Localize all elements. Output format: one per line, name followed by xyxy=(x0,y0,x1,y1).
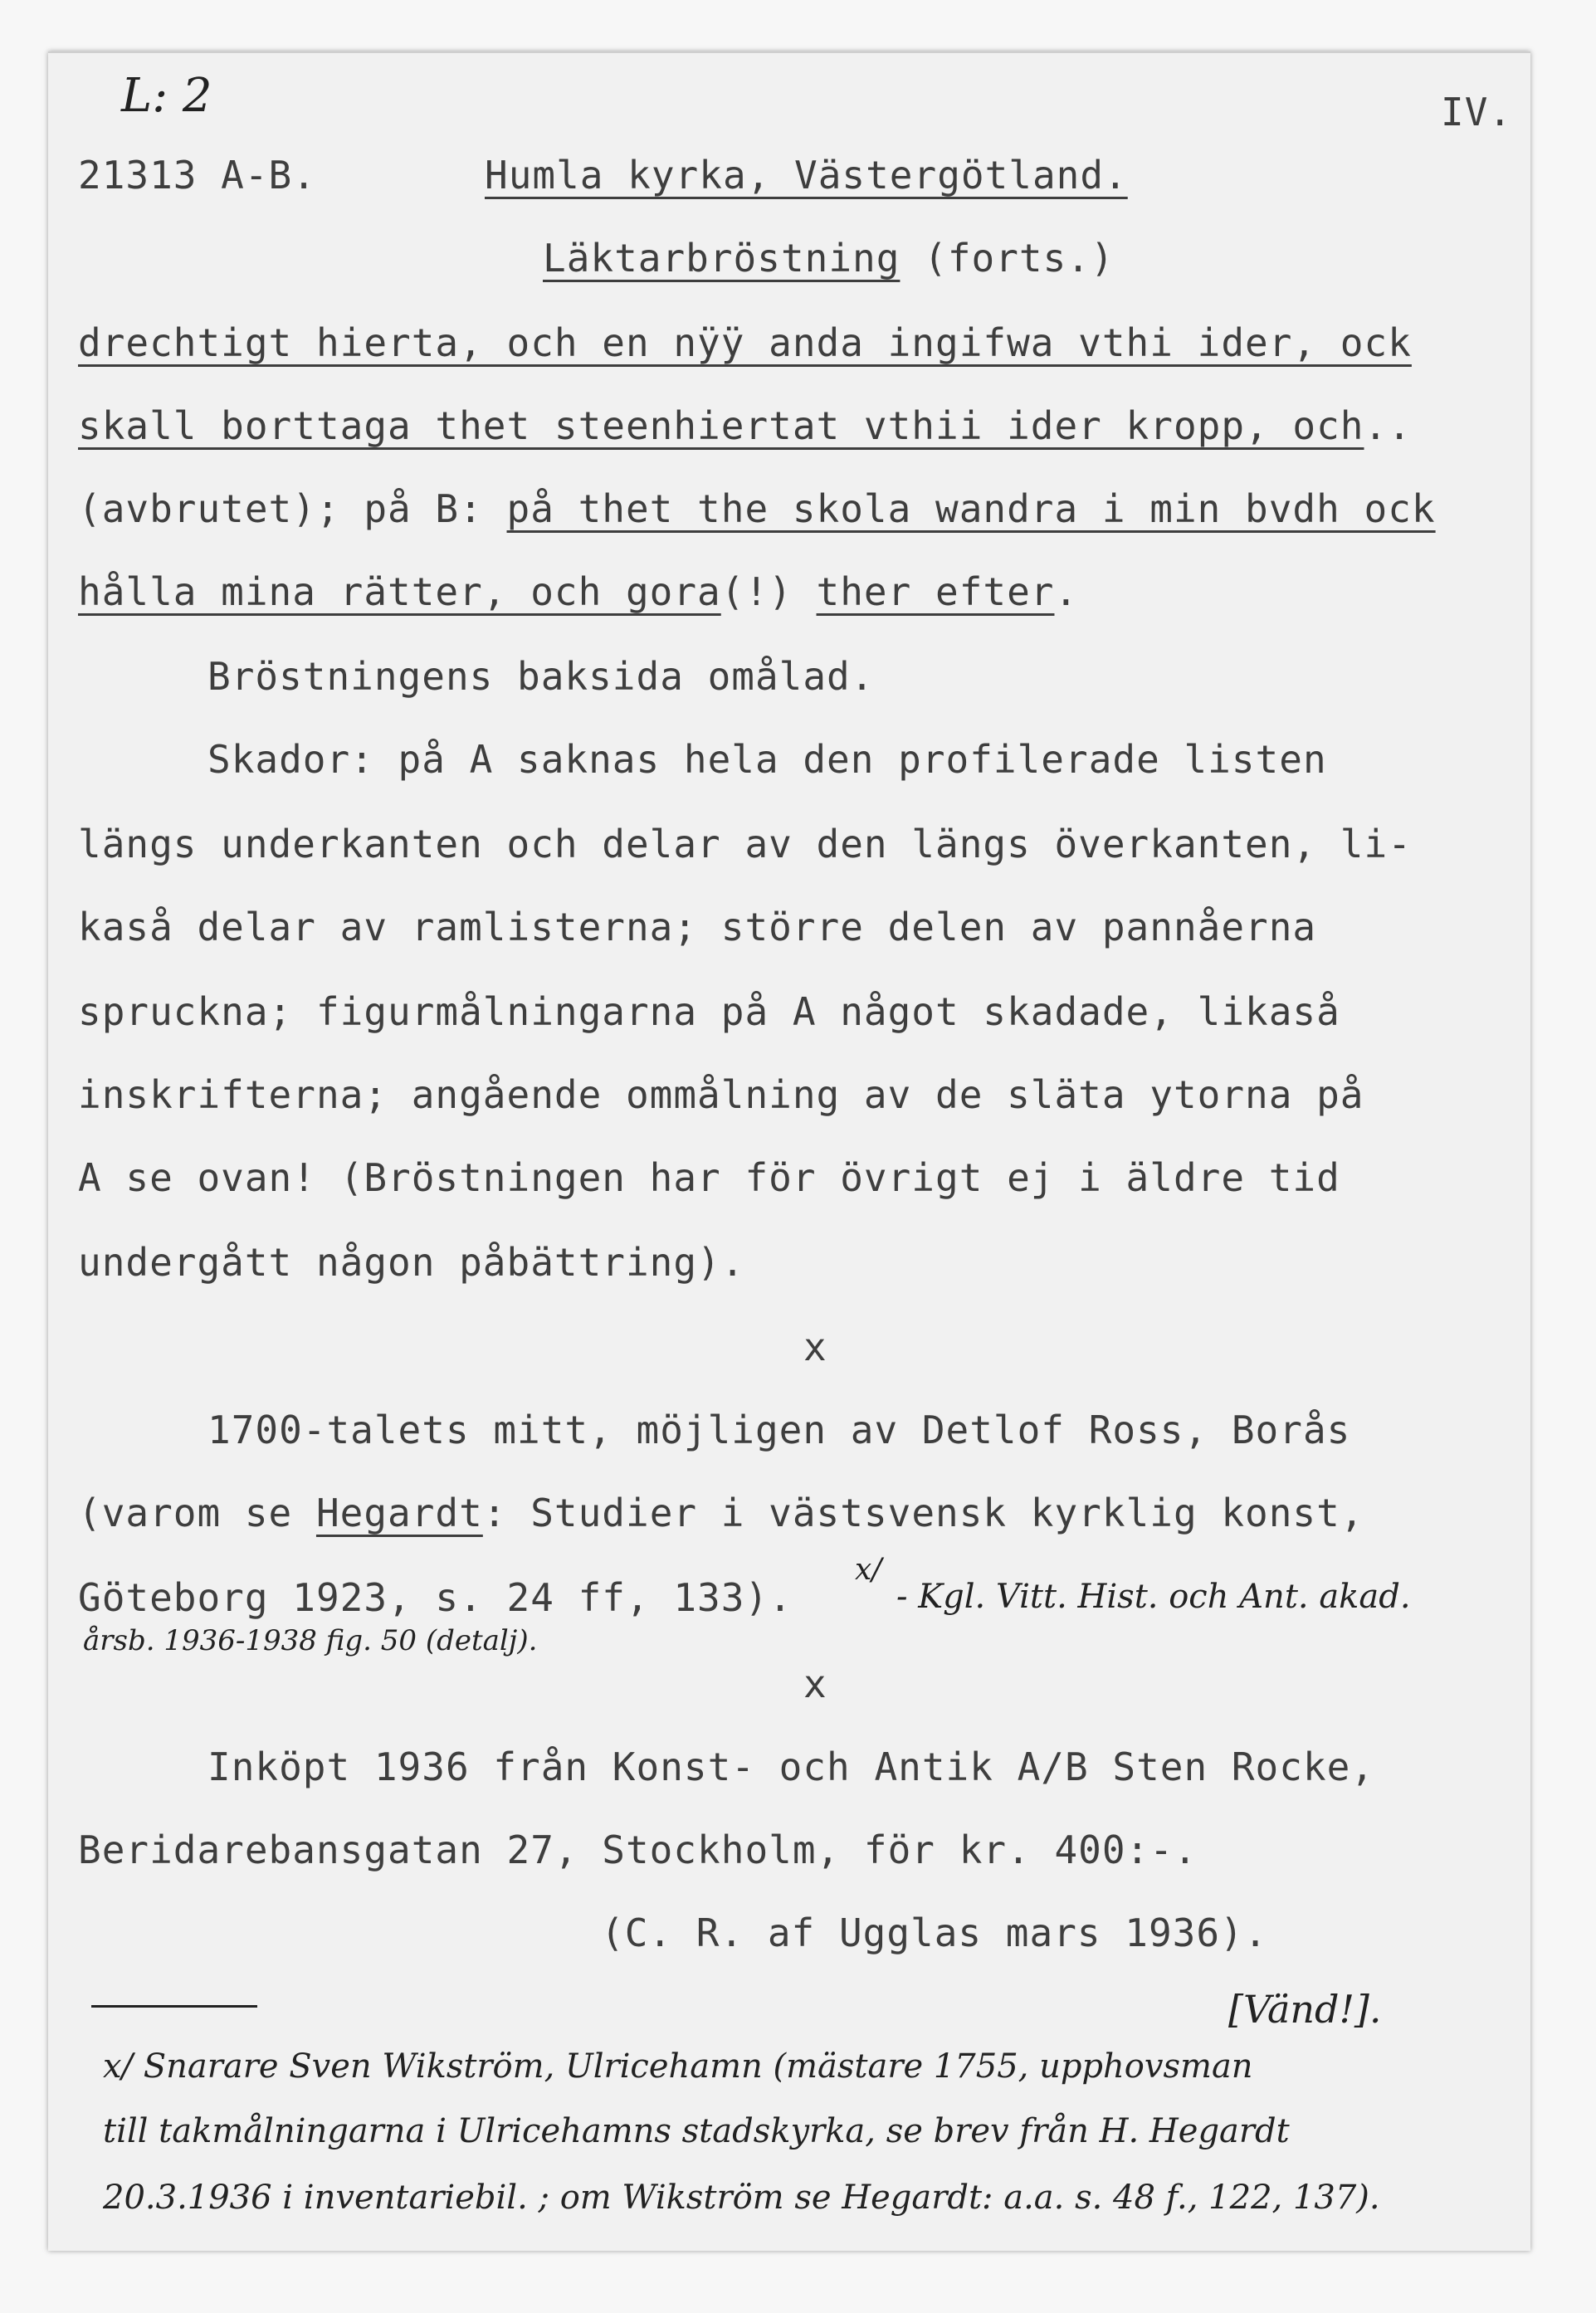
period: . xyxy=(1054,569,1079,614)
object-title: Läktarbröstning xyxy=(543,236,900,281)
paragraph-line: 1700-talets mitt, möjligen av Detlof Ross, Borås xyxy=(207,1408,1351,1452)
paragraph-line: Bröstningens baksida omålad. xyxy=(207,654,875,699)
paragraph-line: Inköpt 1936 från Konst- och Antik A/B Sten Rocke, xyxy=(207,1745,1375,1789)
paragraph-line: Göteborg 1923, s. 24 ff, 133). xyxy=(78,1575,793,1620)
text: : Studier i västsvensk kyrklig konst, xyxy=(482,1491,1364,1535)
paragraph-line: Beridarebansgatan 27, Stockholm, för kr. 400:-. xyxy=(78,1827,1198,1872)
location-title: Humla kyrka, Västergötland. xyxy=(485,153,1128,198)
separator-mark: x xyxy=(803,1662,827,1706)
paragraph-line: längs underkanten och delar av den längs överkanten, li- xyxy=(78,822,1412,866)
footnote-line: 20.3.1936 i inventariebil. ; om Wikström se Hegardt: a.a. s. 48 f., 122, 137). xyxy=(103,2179,1380,2217)
inscription-line-3 xyxy=(78,486,1436,531)
paragraph-line: inskrifterna; angående ommålning av de släta ytorna på xyxy=(78,1072,1364,1117)
sic-note: (!) xyxy=(720,569,817,614)
paragraph-line: A se ovan! (Bröstningen har för övrigt ej i äldre tid xyxy=(78,1155,1340,1200)
interruption-note: (avbrutet); på B: xyxy=(78,486,507,531)
footnote-marker: x/ xyxy=(855,1553,882,1587)
inscription-b-text-3: ther efter xyxy=(816,569,1055,614)
footnote-line: x/ Snarare Sven Wikström, Ulricehamn (mästare 1755, upphovsman xyxy=(103,2047,1253,2086)
inscription-line-2 xyxy=(78,403,1412,448)
continued-note: (forts.) xyxy=(924,236,1115,281)
catalog-number: 21313 A-B. xyxy=(78,153,316,198)
footnote-line: till takmålningarna i Ulricehamns stadskyrka, se brev från H. Hegardt xyxy=(103,2112,1290,2150)
page-number: IV. xyxy=(1441,90,1513,134)
handwritten-addition: - Kgl. Vitt. Hist. och Ant. akad. xyxy=(896,1578,1411,1616)
paragraph-line: Skador: på A saknas hela den profilerade listen xyxy=(207,737,1327,782)
ellipsis: .. xyxy=(1364,403,1412,448)
text: (varom se xyxy=(78,1491,316,1535)
inscription-b-text-2: hålla mina rätter, och gora xyxy=(78,569,721,614)
author-reference: Hegardt xyxy=(315,1491,483,1535)
inscription-line-1: drechtigt hierta, och en nÿÿ anda ingifwa vthi ider, ock xyxy=(78,320,1412,365)
footnote-divider xyxy=(91,2005,257,2008)
paragraph-line: kaså delar av ramlisterna; större delen av pannåerna xyxy=(78,905,1317,949)
inscription-text: skall borttaga thet steenhiertat vthii ider kropp, och xyxy=(78,403,1364,448)
object-title-line xyxy=(543,236,1115,281)
separator-mark: x xyxy=(803,1325,827,1369)
signum: L: 2 xyxy=(121,69,212,123)
inscription-b-text: på thet the skola wandra i min bvdh ock xyxy=(506,486,1436,531)
turn-over-note: [Vänd!]. xyxy=(1228,1987,1382,2032)
inscription-line-4 xyxy=(78,569,1079,614)
handwritten-addition: årsb. 1936-1938 fig. 50 (detalj). xyxy=(83,1624,538,1657)
paragraph-line: undergått någon påbättring). xyxy=(78,1240,745,1285)
signature-line: (C. R. af Ugglas mars 1936). xyxy=(601,1910,1268,1955)
paragraph-line: spruckna; figurmålningarna på A något skadade, likaså xyxy=(78,989,1340,1034)
paragraph-line xyxy=(78,1491,1364,1535)
